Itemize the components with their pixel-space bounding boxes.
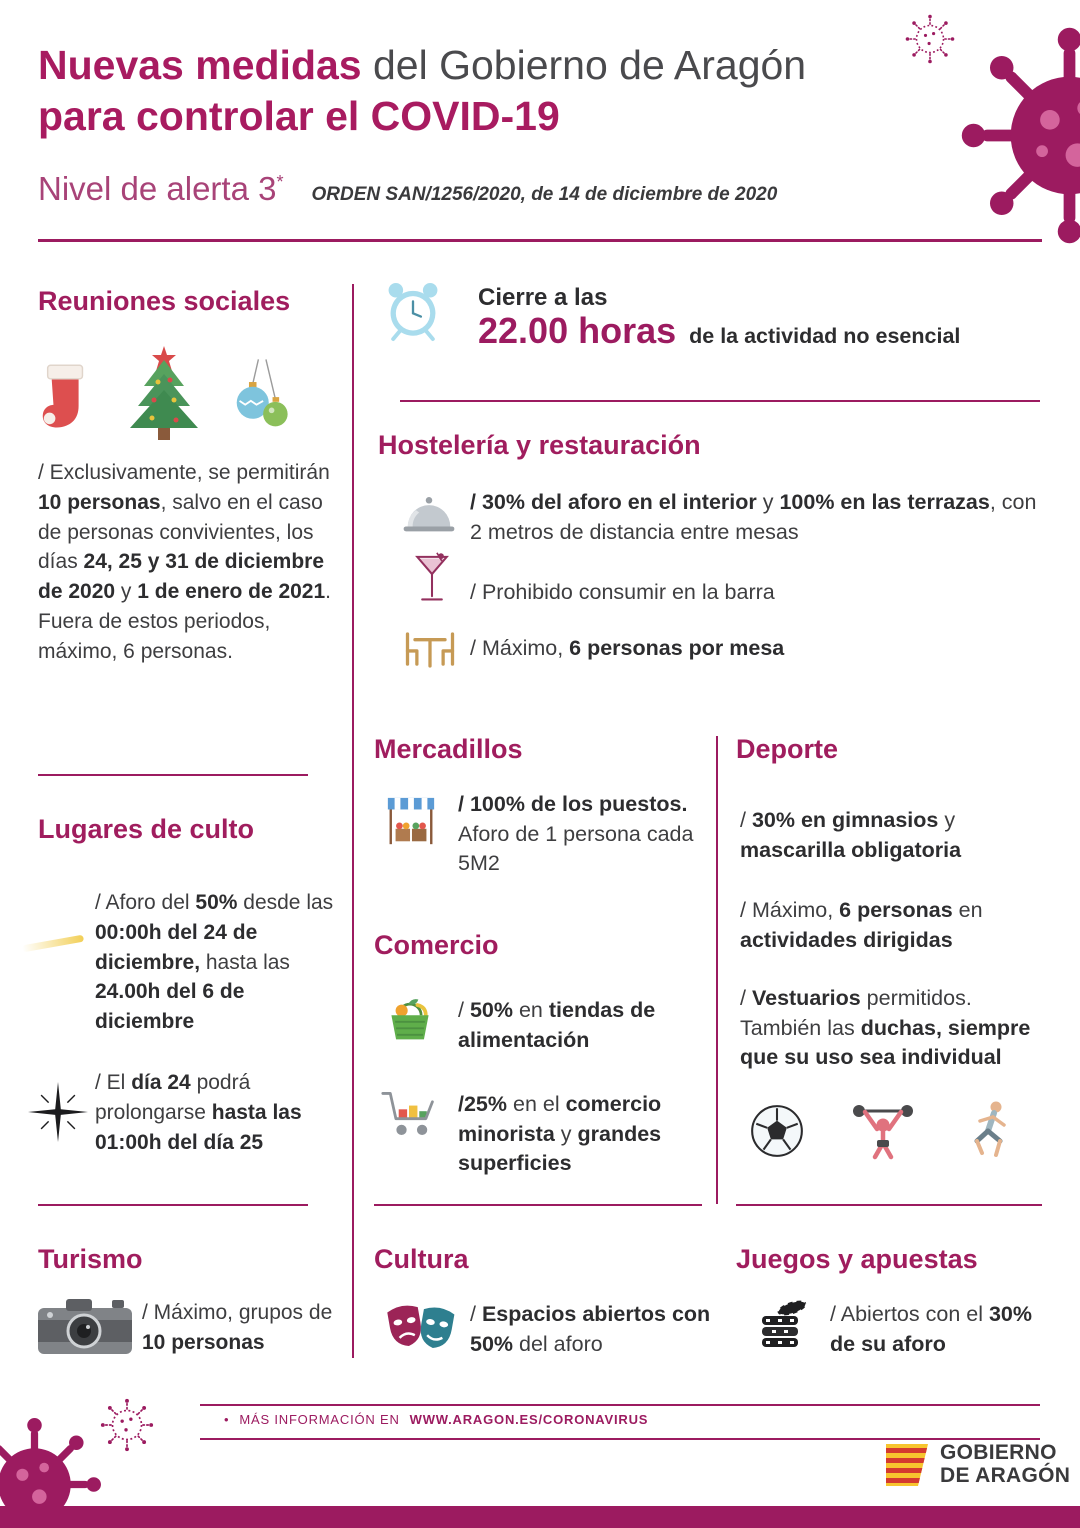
weightlifter-icon — [848, 1099, 918, 1163]
sport-icons-row — [748, 1098, 1048, 1164]
cultura-divider — [374, 1204, 702, 1206]
deporte-item-2-text: / Máximo, 6 personas en actividades dirigidas — [740, 898, 983, 952]
comercio-item-1-text: / 50% en tiendas de alimentación — [458, 998, 656, 1052]
theater-masks-icon — [382, 1298, 460, 1356]
left-divider-2 — [38, 1204, 308, 1206]
alert-note-mark: * — [276, 172, 284, 192]
banner-intro-text: Cierre a las — [478, 284, 608, 311]
deporte-item-3-text: / Vestuarios permitidos. También las duchas, siempre que su uso sea individual — [740, 986, 1031, 1070]
hosteleria-item-3-text: / Máximo, 6 personas por mesa — [470, 636, 785, 660]
bottom-bar — [0, 1506, 1080, 1528]
star-sparkle-icon — [28, 1082, 88, 1142]
deporte-item-1-text: / 30% en gimnasios y mascarilla obligatoria — [740, 808, 962, 862]
section-heading-comercio: Comercio — [374, 930, 499, 960]
alert-level-label: Nivel de alerta 3* — [38, 170, 284, 207]
virus-icon — [952, 18, 1080, 253]
more-info-row — [224, 1412, 648, 1427]
section-heading-mercadillos: Mercadillos — [374, 734, 523, 764]
logo-line-2: DE ARAGÓN — [940, 1464, 1071, 1487]
footer-divider-bottom — [200, 1438, 1040, 1440]
logo-line-1: GOBIERNO — [940, 1441, 1057, 1465]
reuniones-body-text: / Exclusivamente, se permitirán 10 personas, salvo en el caso de personas convivientes, los días 24, 25 y 31 de diciembre de 2020 y 1 de enero de 2021. Fuera de estos periodos, máximo, 6 personas. — [38, 461, 332, 663]
serving-dish-icon — [402, 492, 456, 538]
gobierno-logo-text — [940, 1442, 1070, 1487]
candle-glow-icon — [22, 935, 84, 953]
poker-chips-icon — [752, 1296, 814, 1354]
banner-scope-text: de la actividad no esencial — [689, 324, 961, 348]
runner-icon — [960, 1099, 1016, 1163]
juegos-divider — [736, 1204, 1042, 1206]
ornaments-icon — [232, 356, 298, 442]
coronavirus-link[interactable]: WWW.ARAGON.ES/CORONAVIRUS — [409, 1412, 649, 1427]
banner-divider — [400, 400, 1040, 402]
gobierno-aragon-logo — [884, 1442, 1070, 1488]
banner-time-row — [478, 310, 1044, 352]
hosteleria-item-2-text: / Prohibido consumir en la barra — [470, 580, 775, 604]
cultura-body-text: / Espacios abiertos con 50% del aforo — [470, 1302, 711, 1356]
left-column-divider — [352, 284, 354, 1358]
christmas-icons-row — [38, 334, 338, 442]
aragon-flag-icon — [884, 1442, 930, 1488]
order-reference: ORDEN SAN/1256/2020, de 14 de diciembre de 2020 — [311, 184, 778, 205]
table-chairs-icon — [400, 628, 460, 672]
camera-icon — [36, 1294, 134, 1358]
left-divider-1 — [38, 774, 308, 776]
cocktail-icon — [414, 546, 450, 612]
christmas-tree-icon — [118, 342, 210, 442]
section-heading-culto: Lugares de culto — [38, 814, 255, 844]
comercio-item-2-text: /25% en el comercio minorista y grandes superficies — [458, 1092, 662, 1176]
turismo-body-text: / Máximo, grupos de 10 personas — [142, 1301, 333, 1354]
middle-column-divider — [716, 736, 718, 1204]
section-heading-deporte: Deporte — [736, 734, 839, 764]
section-heading-hosteleria: Hostelería y restauración — [378, 430, 701, 460]
header-divider — [38, 239, 1042, 242]
market-stall-icon — [384, 794, 438, 850]
soccer-ball-icon — [748, 1102, 806, 1160]
grocery-basket-icon — [384, 992, 436, 1046]
juegos-body-text: / Abiertos con el 30% de su aforo — [830, 1302, 1032, 1356]
more-info-label: MÁS INFORMACIÓN EN — [239, 1412, 400, 1427]
culto-item-1-text: / Aforo del 50% desde las 00:00h del 24 de diciembre, hasta las 24.00h del 6 de diciembre — [95, 891, 334, 1034]
section-heading-cultura: Cultura — [374, 1244, 469, 1274]
bullet-icon: • — [224, 1412, 230, 1427]
section-heading-juegos: Juegos y apuestas — [736, 1244, 978, 1274]
footer-divider-top — [200, 1404, 1040, 1406]
christmas-stocking-icon — [38, 362, 96, 442]
shopping-cart-icon — [380, 1086, 438, 1142]
virus-outline-icon — [903, 12, 957, 66]
hosteleria-item-1-text: / 30% del aforo en el interior y 100% en las terrazas, con 2 metros de distancia entre mesas — [470, 490, 1037, 544]
section-heading-reuniones: Reuniones sociales — [38, 286, 291, 316]
header-subtitle-row — [38, 170, 998, 208]
mercadillos-body-text: / 100% de los puestos. Aforo de 1 persona cada 5M2 — [458, 792, 694, 876]
culto-item-2-text: / El día 24 podrá prolongarse hasta las 01:00h del día 25 — [95, 1071, 302, 1154]
alarm-clock-icon — [380, 276, 446, 344]
section-heading-turismo: Turismo — [38, 1244, 143, 1274]
banner-closing-time: 22.00 horas — [478, 310, 677, 351]
virus-outline-icon — [98, 1396, 156, 1454]
page-title: Nuevas medidas del Gobierno de Aragón para controlar el COVID-19 — [38, 42, 807, 139]
